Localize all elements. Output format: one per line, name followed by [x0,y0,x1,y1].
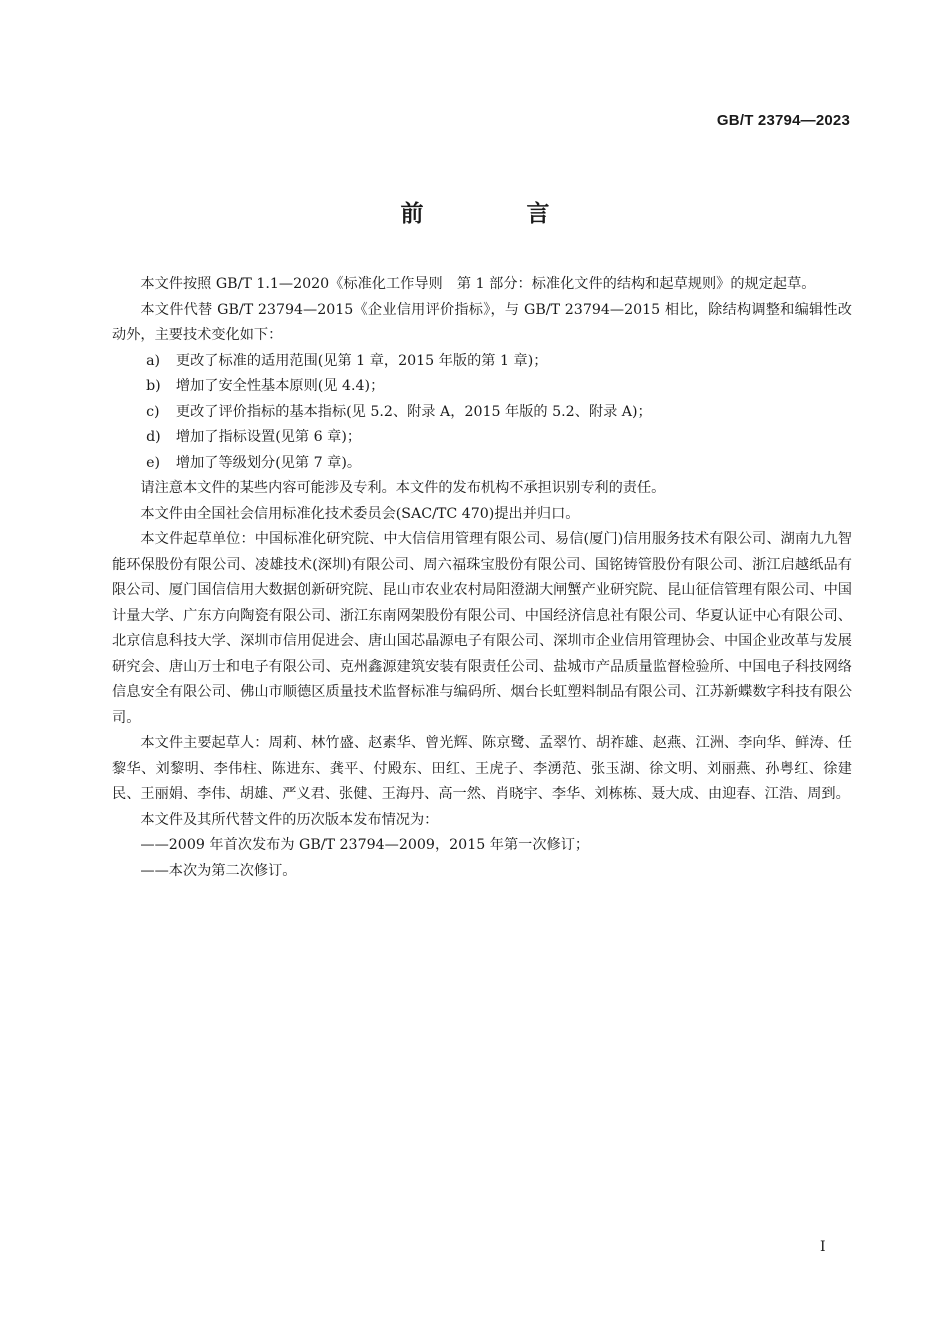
page-number: I [820,1239,826,1255]
change-item-mark: a) [146,352,161,369]
change-item-text: 增加了等级划分(见第 7 章)。 [175,454,362,471]
paragraph-patent-notice: 请注意本文件的某些内容可能涉及专利。本文件的发布机构不承担识别专利的责任。 [140,480,666,496]
paragraph-drafting-rules: 本文件按照 GB/T 1.1—2020《标准化工作导则 第 1 部分：标准化文件的结构和起草规则》的规定起草。 [140,276,816,292]
paragraph-committee: 本文件由全国社会信用标准化技术委员会(SAC/TC 470)提出并归口。 [140,505,580,522]
change-item-text: 更改了标准的适用范围(见第 1 章，2015 年版的第 1 章)； [175,352,548,369]
change-item [112,374,852,400]
paragraph-drafters: 本文件主要起草人：周莉、林竹盛、赵素华、曾光辉、陈京鹭、孟翠竹、胡祚雄、赵燕、江洲、李向华、鲜涛、任黎华、刘黎明、李伟柱、陈进东、龚平、付殿东、田红、王虎子、李湧范、张玉湖、徐文明、刘丽燕、孙粤红、徐建民、王丽娟、李伟、胡雄、严义君、张健、王海丹、高一然、肖晓宇、李华、刘栋栋、聂大成、由迎春、江浩、周到。 [112,735,852,802]
page-title: 前 言 [400,201,590,227]
change-item-text: 增加了指标设置(见第 6 章)； [175,429,362,445]
history-item: ——本次为第二次修订。 [140,862,297,879]
change-item-text: 增加了安全性基本原则(见 4.4)； [175,378,385,394]
change-item-text: 更改了评价指标的基本指标(见 5.2、附录 A，2015 年版的 5.2、附录 A)； [175,403,652,420]
standard-code: GB/T 23794—2023 [716,112,850,129]
change-item-mark: c) [146,403,160,420]
change-item [112,400,852,426]
change-item [112,451,852,477]
paragraph-version-history: 本文件及其所代替文件的历次版本发布情况为： [140,811,439,828]
paragraph-replacement: 本文件代替 GB/T 23794—2015《企业信用评价指标》，与 GB/T 23794—2015 相比，除结构调整和编辑性改动外，主要技术变化如下： [112,301,852,343]
history-item: ——2009 年首次发布为 GB/T 23794—2009，2015 年第一次修订； [140,837,590,853]
foreword-body [112,272,852,884]
change-item-mark: e) [146,454,161,471]
change-item [112,349,852,375]
change-item [112,425,852,451]
change-item-mark: d) [146,429,161,445]
paragraph-drafting-units: 本文件起草单位：中国标准化研究院、中大信信用管理有限公司、易信(厦门)信用服务技术有限公司、湖南九九智能环保股份有限公司、凌雄技术(深圳)有限公司、周六福珠宝股份有限公司、国铭铸管股份有限公司、浙江启越纸品有限公司、厦门国信信用大数据创新研究院、昆山市农业农村局阳澄湖大闸蟹产业研究院、昆山征信管理有限公司、中国计量大学、广东方向陶瓷有限公司、浙江东南网架股份有限公司、中国经济信息社有限公司、华夏认证中心有限公司、北京信息科技大学、深圳市信用促进会、唐山国芯晶源电子有限公司、深圳市企业信用管理协会、中国企业改革与发展研究会、唐山万士和电子有限公司、克州鑫源建筑安装有限责任公司、盐城市产品质量监督检验所、中国电子科技网络信息安全有限公司、佛山市顺德区质量技术监督标准与编码所、烟台长虹塑料制品有限公司、江苏新蝶数字科技有限公司。 [112,531,852,726]
change-item-mark: b) [146,378,161,394]
